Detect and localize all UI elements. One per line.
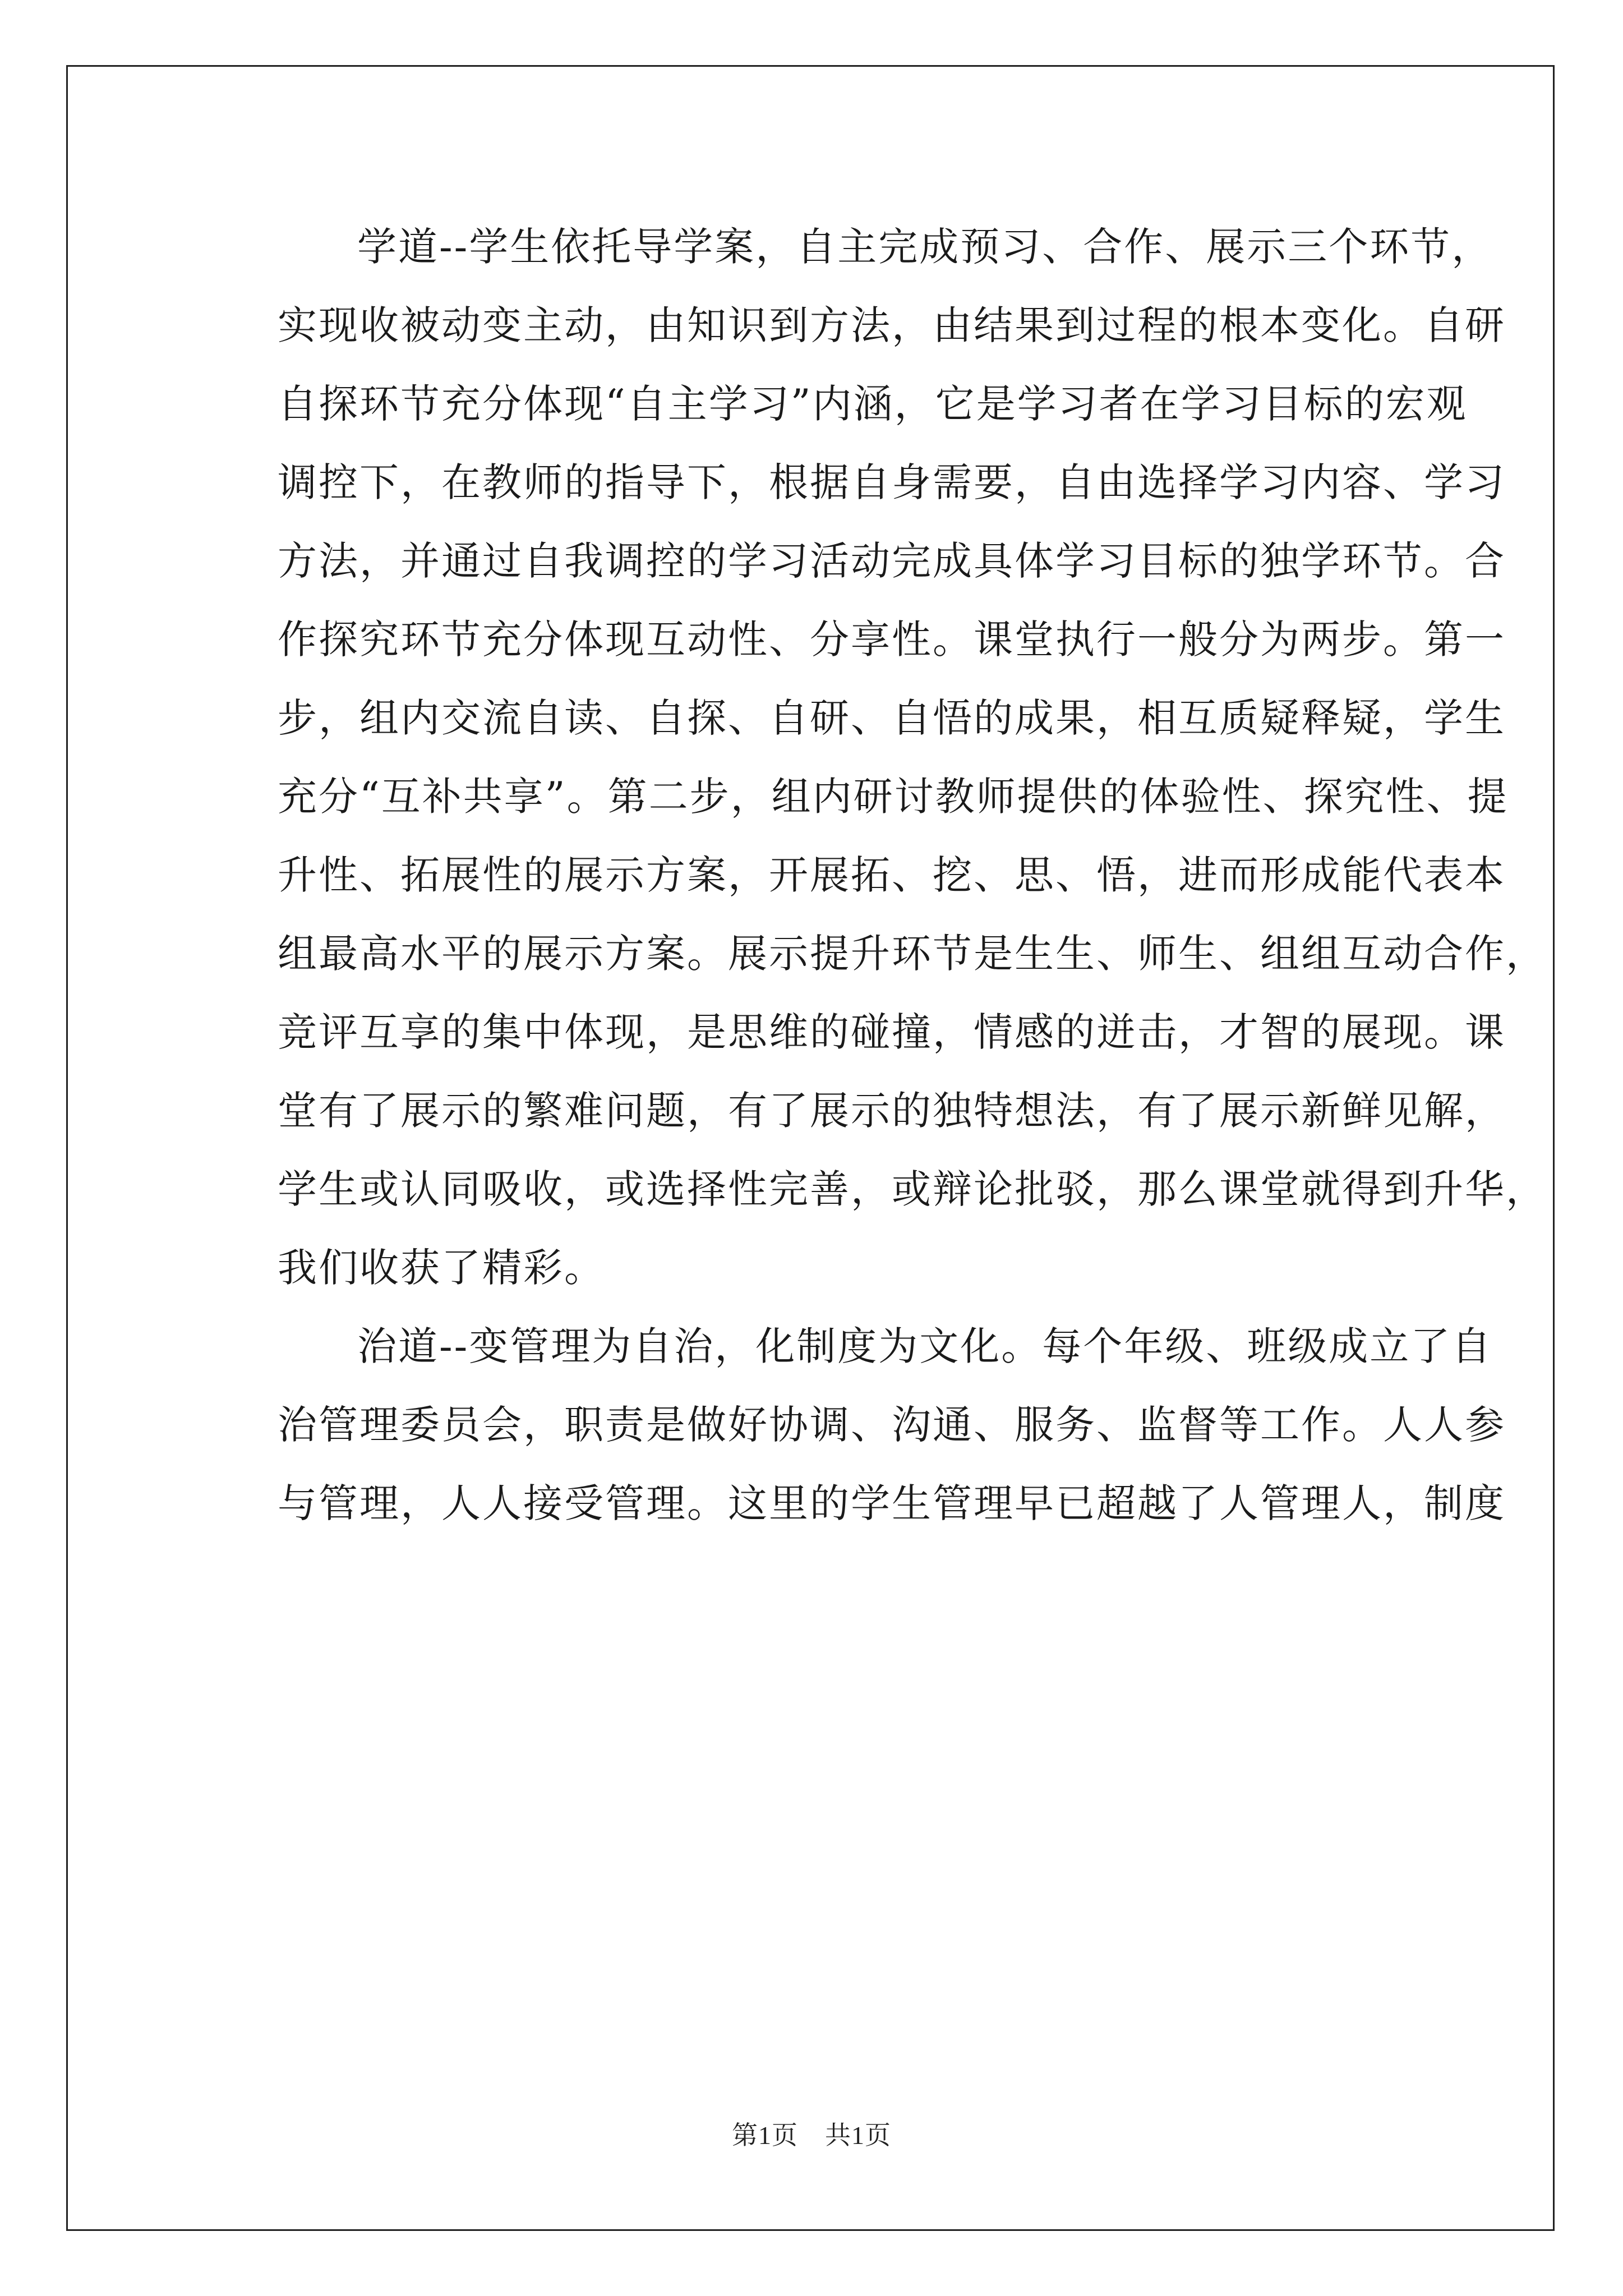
- page-footer: [0, 2115, 1623, 2152]
- paragraph-xuedao: [199, 208, 1547, 1307]
- page-number: 第1页: [732, 2121, 798, 2150]
- page-total: 共1页: [825, 2121, 891, 2150]
- text-line: 竞评互享的集中体现，是思维的碰撞，情感的迸击，才智的展现。课: [278, 1009, 1506, 1055]
- text-line: 治管理委员会，职责是做好协调、沟通、服务、监督等工作。人人参: [278, 1402, 1506, 1448]
- text-line: 步，组内交流自读、自探、自研、自悟的成果，相互质疑释疑，学生: [278, 695, 1506, 741]
- text-line: 升性、拓展性的展示方案，开展拓、挖、思、悟，进而形成能代表本: [278, 852, 1506, 898]
- text-line: 自探环节充分体现“自主学习”内涵，它是学习者在学习目标的宏观: [278, 381, 1468, 427]
- text-line: 与管理，人人接受管理。这里的学生管理早已超越了人管理人，制度: [278, 1480, 1506, 1526]
- text-line: 方法，并通过自我调控的学习活动完成具体学习目标的独学环节。合: [278, 538, 1506, 584]
- text-line: 学生或认同吸收，或选择性完善，或辩论批驳，那么课堂就得到升华，: [278, 1166, 1547, 1212]
- text-line: 作探究环节充分体现互动性、分享性。课堂执行一般分为两步。第一: [278, 616, 1506, 662]
- text-line: 调控下，在教师的指导下，根据自身需要，自由选择学习内容、学习: [278, 459, 1506, 505]
- text-line: 实现收被动变主动，由知识到方法，由结果到过程的根本变化。自研: [278, 302, 1506, 348]
- text-line: 我们收获了精彩。: [278, 1245, 605, 1291]
- text-line: 堂有了展示的繁难问题，有了展示的独特想法，有了展示新鲜见解，: [278, 1088, 1506, 1134]
- text-line: 组最高水平的展示方案。展示提升环节是生生、师生、组组互动合作，: [278, 931, 1547, 977]
- text-line: 治道--变管理为自治，化制度为文化。每个年级、班级成立了自: [357, 1323, 1493, 1369]
- paragraph-zhidao: [199, 1307, 1506, 1543]
- text-line: 学道--学生依托导学案，自主完成预习、合作、展示三个环节，: [357, 224, 1493, 270]
- text-line: 充分“互补共享”。第二步，组内研讨教师提供的体验性、探究性、提: [278, 774, 1509, 820]
- document-body: [199, 208, 1547, 1543]
